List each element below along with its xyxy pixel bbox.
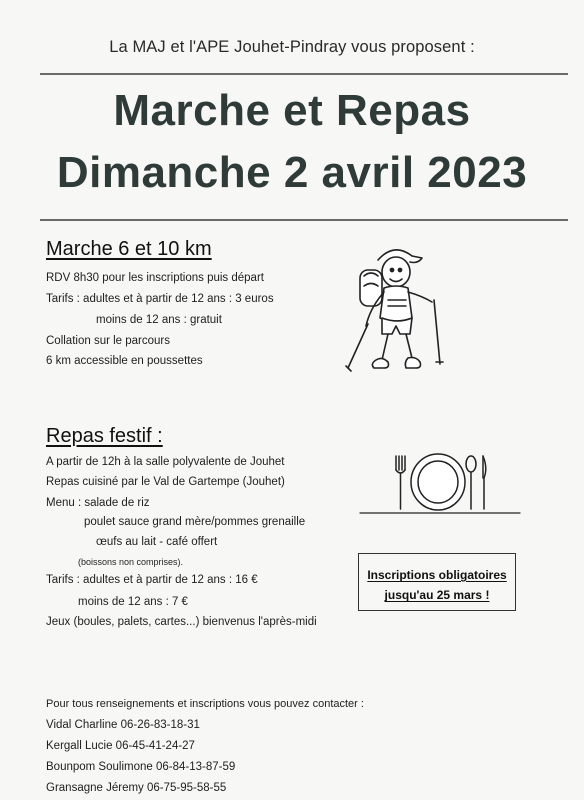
hiker-illustration-icon xyxy=(340,240,452,382)
repas-note: (boissons non comprises). xyxy=(78,557,184,567)
event-date: Dimanche 2 avril 2023 xyxy=(56,148,528,197)
marche-line: moins de 12 ans : gratuit xyxy=(96,314,222,326)
marche-line: RDV 8h30 pour les inscriptions puis départ xyxy=(46,272,264,284)
event-title: Marche et Repas xyxy=(113,86,471,135)
registration-notice xyxy=(358,553,516,611)
contact-person: Bounpom Soulimone 06-84-13-87-59 xyxy=(46,761,236,773)
marche-line: Tarifs : adultes et à partir de 12 ans : 3 euros xyxy=(46,293,274,305)
contact-person: Vidal Charline 06-26-83-18-31 xyxy=(46,719,200,731)
repas-line: Menu : salade de riz xyxy=(46,497,150,509)
top-divider xyxy=(40,73,568,75)
place-setting-icon xyxy=(358,446,523,518)
intro-text: La MAJ et l'APE Jouhet-Pindray vous proposent : xyxy=(109,38,475,56)
marche-heading: Marche 6 et 10 km xyxy=(46,238,212,260)
notice-line-1: Inscriptions obligatoires xyxy=(367,568,507,582)
notice-line-2: jusqu'au 25 mars ! xyxy=(384,588,490,602)
repas-heading: Repas festif : xyxy=(46,425,163,447)
marche-line: Collation sur le parcours xyxy=(46,335,171,347)
repas-line: moins de 12 ans : 7 € xyxy=(78,596,188,608)
repas-line: Tarifs : adultes et à partir de 12 ans : 16 € xyxy=(46,574,258,586)
contact-person: Kergall Lucie 06-45-41-24-27 xyxy=(46,740,195,752)
repas-line: œufs au lait - café offert xyxy=(96,536,218,548)
repas-line: A partir de 12h à la salle polyvalente de Jouhet xyxy=(46,456,285,468)
contact-intro: Pour tous renseignements et inscriptions vous pouvez contacter : xyxy=(46,698,364,710)
repas-line: poulet sauce grand mère/pommes grenaille xyxy=(84,516,306,528)
repas-line: Jeux (boules, palets, cartes...) bienvenus l'après-midi xyxy=(46,616,317,628)
bottom-divider xyxy=(40,219,568,221)
repas-line: Repas cuisiné par le Val de Gartempe (Jouhet) xyxy=(46,476,285,488)
marche-line: 6 km accessible en poussettes xyxy=(46,355,203,367)
contact-person: Gransagne Jéremy 06-75-95-58-55 xyxy=(46,782,227,794)
